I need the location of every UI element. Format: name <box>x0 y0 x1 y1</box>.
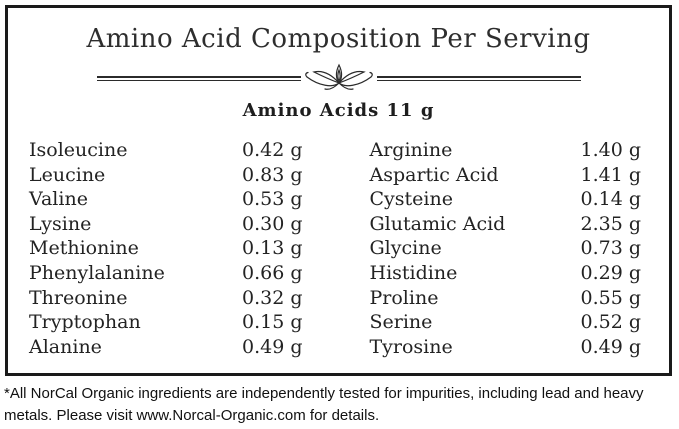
amino-acid-amount: 0.14 g <box>580 188 641 211</box>
table-row <box>370 261 642 286</box>
amino-acid-amount: 0.53 g <box>241 188 303 211</box>
amino-acid-amount: 0.49 g <box>580 335 641 358</box>
amino-acid-amount: 0.29 g <box>580 261 641 284</box>
amino-acid-label-panel <box>5 5 672 376</box>
amino-acid-name: Isoleucine <box>29 139 128 161</box>
amino-acid-amount: 0.55 g <box>580 286 641 309</box>
floral-flourish-icon <box>301 62 377 92</box>
table-row <box>29 163 303 188</box>
amino-acid-name: Tyrosine <box>369 335 453 358</box>
table-row <box>370 310 642 335</box>
amino-acid-name: Phenylalanine <box>29 261 165 284</box>
amino-acid-name: Threonine <box>29 286 128 309</box>
amino-acid-amount: 0.49 g <box>241 335 303 358</box>
amino-acid-amount: 0.42 g <box>241 139 303 161</box>
amino-acid-name: Histidine <box>369 261 458 284</box>
amino-acid-amount: 1.41 g <box>580 163 641 186</box>
amino-acid-name: Methionine <box>29 237 139 260</box>
amino-acid-amount: 0.30 g <box>241 212 303 235</box>
table-row <box>29 286 303 311</box>
table-row <box>370 212 642 237</box>
table-row <box>370 163 642 188</box>
table-row <box>29 212 303 237</box>
amino-acid-name: Glutamic Acid <box>369 212 506 235</box>
amino-acid-name: Proline <box>369 286 439 309</box>
amino-acid-amount: 0.52 g <box>580 311 641 334</box>
amino-acid-amount: 0.83 g <box>241 163 303 186</box>
amino-acid-name: Leucine <box>29 163 106 186</box>
divider-line-left <box>97 76 301 81</box>
page-title: Amino Acid Composition Per Serving <box>86 24 591 54</box>
amino-acid-name: Glycine <box>369 237 442 260</box>
amino-acid-name: Cysteine <box>369 188 453 211</box>
table-row <box>29 310 303 335</box>
amino-acid-name: Lysine <box>29 212 92 235</box>
amino-acid-name: Serine <box>369 311 433 334</box>
amino-acid-table <box>8 138 669 359</box>
table-row <box>370 187 642 212</box>
divider-line-right <box>377 76 581 81</box>
amino-acids-total: Amino Acids 11 g <box>242 100 435 121</box>
amino-acid-amount: 2.35 g <box>580 212 641 235</box>
footnote-text: *All NorCal Organic ingredients are independently tested for impurities, including lead and heavy metals. Please visit www.Norcal-Organic.com for details. <box>4 385 644 424</box>
table-row <box>370 335 642 360</box>
amino-acid-amount: 0.32 g <box>241 286 303 309</box>
amino-acid-column-left <box>8 138 339 359</box>
amino-acid-name: Tryptophan <box>29 311 141 334</box>
amino-acid-amount: 0.73 g <box>580 237 641 260</box>
table-row <box>29 236 303 261</box>
amino-acid-column-right <box>339 138 670 359</box>
amino-acid-name: Alanine <box>29 335 102 358</box>
amino-acid-amount: 0.13 g <box>241 237 303 260</box>
table-row <box>370 236 642 261</box>
table-row <box>29 335 303 360</box>
table-row <box>370 286 642 311</box>
table-row <box>370 138 642 163</box>
table-row <box>29 138 303 163</box>
amino-acid-name: Aspartic Acid <box>369 163 499 186</box>
decorative-divider <box>8 62 669 92</box>
amino-acid-amount: 0.66 g <box>241 261 303 284</box>
table-row <box>29 187 303 212</box>
amino-acid-name: Arginine <box>369 139 453 161</box>
table-row <box>29 261 303 286</box>
amino-acid-name: Valine <box>29 188 88 211</box>
amino-acid-amount: 0.15 g <box>241 311 303 334</box>
amino-acid-amount: 1.40 g <box>580 139 641 161</box>
